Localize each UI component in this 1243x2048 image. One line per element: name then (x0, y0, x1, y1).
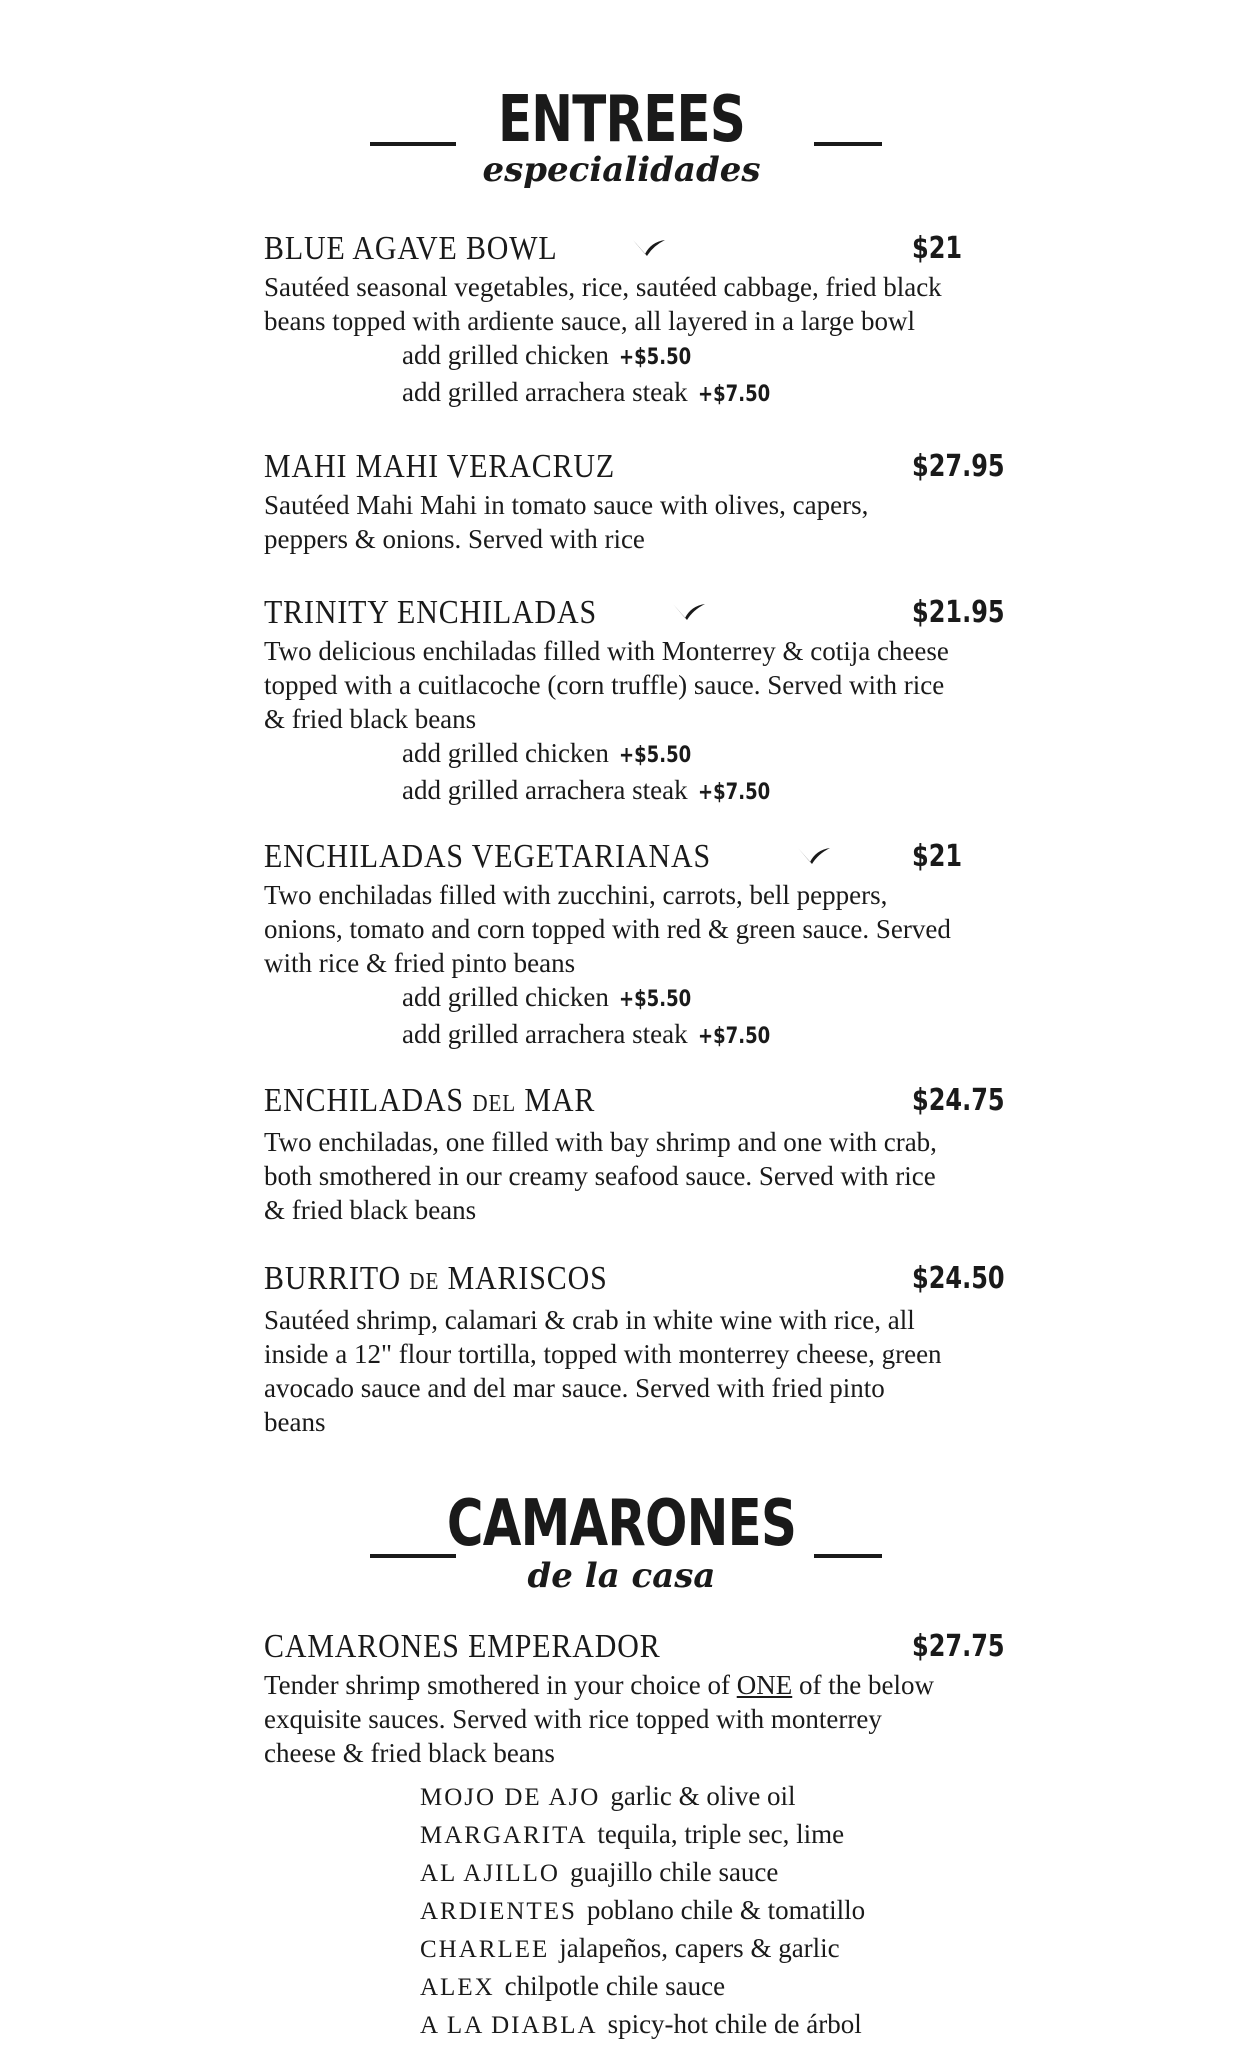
section-title: ENTREES (497, 83, 746, 157)
description-emphasis: ONE (736, 1670, 793, 1700)
section-subtitle: de la casa (527, 1556, 716, 1596)
description-part: Tender shrimp smothered in your choice of (264, 1670, 737, 1700)
addon-label: add grilled arrachera steak (402, 1019, 688, 1049)
sauce-name: ALEX (420, 1974, 495, 2001)
sauce-list (420, 1778, 1020, 2044)
description-part: of the below exquisite sauces. Served with rice topped with monterrey cheese & fried black beans (264, 1670, 934, 1768)
sauce-description: jalapeños, capers & garlic (559, 1933, 840, 1963)
sauce-description: spicy-hot chile de árbol (607, 2009, 862, 2039)
sauce-name: MOJO DE AJO (420, 1784, 601, 1811)
item-description: Sautéed Mahi Mahi in tomato sauce with olives, capers, peppers & onions. Served with rice (264, 490, 869, 554)
sauce-name: CHARLEE (420, 1936, 550, 1963)
item-name-part: ENCHILADAS (264, 1082, 473, 1119)
addon-label: add grilled chicken (402, 982, 609, 1012)
sauce-description: poblano chile & tomatillo (586, 1895, 866, 1925)
header-rule-right (814, 1554, 882, 1558)
sauce-option (420, 1778, 1020, 1816)
item-price: $27.95 (912, 449, 1005, 484)
item-name: TRINITY ENCHILADAS (264, 594, 598, 631)
header-rule-right (814, 142, 882, 146)
item-description: Two enchiladas filled with zucchini, carrots, bell peppers, onions, tomato and corn topped with red & green sauce. Served with rice & fried pinto beans (264, 880, 951, 978)
menu-item-trinity-enchiladas (264, 592, 1004, 810)
sauce-option (420, 2006, 1020, 2044)
addon-line (264, 980, 1004, 1017)
section-title: CAMARONES (446, 1487, 797, 1561)
addon-line (264, 375, 1004, 412)
item-price: $21.95 (912, 595, 1005, 630)
item-name-part: BURRITO (264, 1260, 410, 1297)
item-description (264, 1668, 944, 1770)
item-name: CAMARONES EMPERADOR (264, 1628, 661, 1665)
sauce-option (420, 1930, 1020, 1968)
item-name: MAHI MAHI VERACRUZ (264, 448, 616, 485)
addon-label: add grilled chicken (402, 340, 609, 370)
sauce-name: A LA DIABLA (420, 2012, 598, 2039)
item-price: $27.75 (912, 1629, 1005, 1664)
vegetarian-leaf-icon (796, 844, 832, 866)
sauce-description: guajillo chile sauce (569, 1857, 779, 1887)
item-name-part: DEL (472, 1091, 517, 1117)
addon-price: +$7.50 (697, 780, 770, 805)
addon-line (264, 338, 1004, 375)
menu-item-burrito-de-mariscos (264, 1258, 1004, 1439)
menu-item-enchiladas-del-mar (264, 1080, 1004, 1227)
item-name-part: DE (409, 1269, 440, 1295)
item-description: Sautéed seasonal vegetables, rice, sautéed cabbage, fried black beans topped with ardiente sauce, all layered in a large bowl (264, 272, 942, 336)
vegetarian-leaf-icon (631, 236, 667, 258)
item-name (264, 1258, 608, 1303)
addon-label: add grilled chicken (402, 738, 609, 768)
sauce-description: chilpotle chile sauce (504, 1971, 726, 2001)
menu-item-camarones-emperador (264, 1626, 1004, 1770)
item-description: Sautéed shrimp, calamari & crab in white wine with rice, all inside a 12" flour tortilla, topped with monterrey cheese, green avocado sauce and del mar sauce. Served with fried pinto beans (264, 1305, 942, 1437)
addon-price: +$5.50 (618, 987, 692, 1012)
item-description: Two delicious enchiladas filled with Monterrey & cotija cheese topped with a cuitlacoche (corn truffle) sauce. Served with rice & fried black beans (264, 636, 949, 734)
addon-line (264, 773, 1004, 810)
addon-price: +$7.50 (697, 382, 770, 407)
sauce-name: AL AJILLO (420, 1860, 560, 1887)
addon-price: +$5.50 (618, 743, 692, 768)
item-price: $21 (912, 839, 963, 874)
sauce-option (420, 1892, 1020, 1930)
item-name: ENCHILADAS VEGETARIANAS (264, 838, 711, 875)
item-price: $24.75 (912, 1083, 1005, 1118)
item-name: BLUE AGAVE BOWL (264, 230, 558, 267)
item-price: $24.50 (912, 1261, 1005, 1296)
addon-price: +$7.50 (697, 1024, 770, 1049)
item-description: Two enchiladas, one filled with bay shrimp and one with crab, both smothered in our creamy seafood sauce. Served with rice & fried black beans (264, 1127, 937, 1225)
sauce-description: tequila, triple sec, lime (597, 1819, 845, 1849)
item-price: $21 (912, 231, 963, 266)
item-name (264, 1080, 595, 1125)
section-subtitle: especialidades (482, 150, 761, 190)
addon-line (264, 736, 1004, 773)
addon-line (264, 1017, 1004, 1054)
vegetarian-leaf-icon (671, 600, 707, 622)
camarones-header (0, 1476, 1243, 1606)
addon-label: add grilled arrachera steak (402, 775, 688, 805)
sauce-name: MARGARITA (420, 1822, 588, 1849)
menu-item-enchiladas-vegetarianas (264, 836, 1004, 1054)
item-name-part: MARISCOS (439, 1260, 608, 1297)
menu-item-mahi-mahi-veracruz (264, 446, 1004, 556)
addon-label: add grilled arrachera steak (402, 377, 688, 407)
sauce-name: ARDIENTES (420, 1898, 577, 1925)
sauce-option (420, 1854, 1020, 1892)
sauce-option (420, 1968, 1020, 2006)
sauce-description: garlic & olive oil (610, 1781, 796, 1811)
menu-item-blue-agave-bowl (264, 228, 1004, 412)
sauce-option (420, 1816, 1020, 1854)
item-name-part: MAR (516, 1082, 596, 1119)
entrees-header (0, 80, 1243, 210)
addon-price: +$5.50 (618, 345, 692, 370)
